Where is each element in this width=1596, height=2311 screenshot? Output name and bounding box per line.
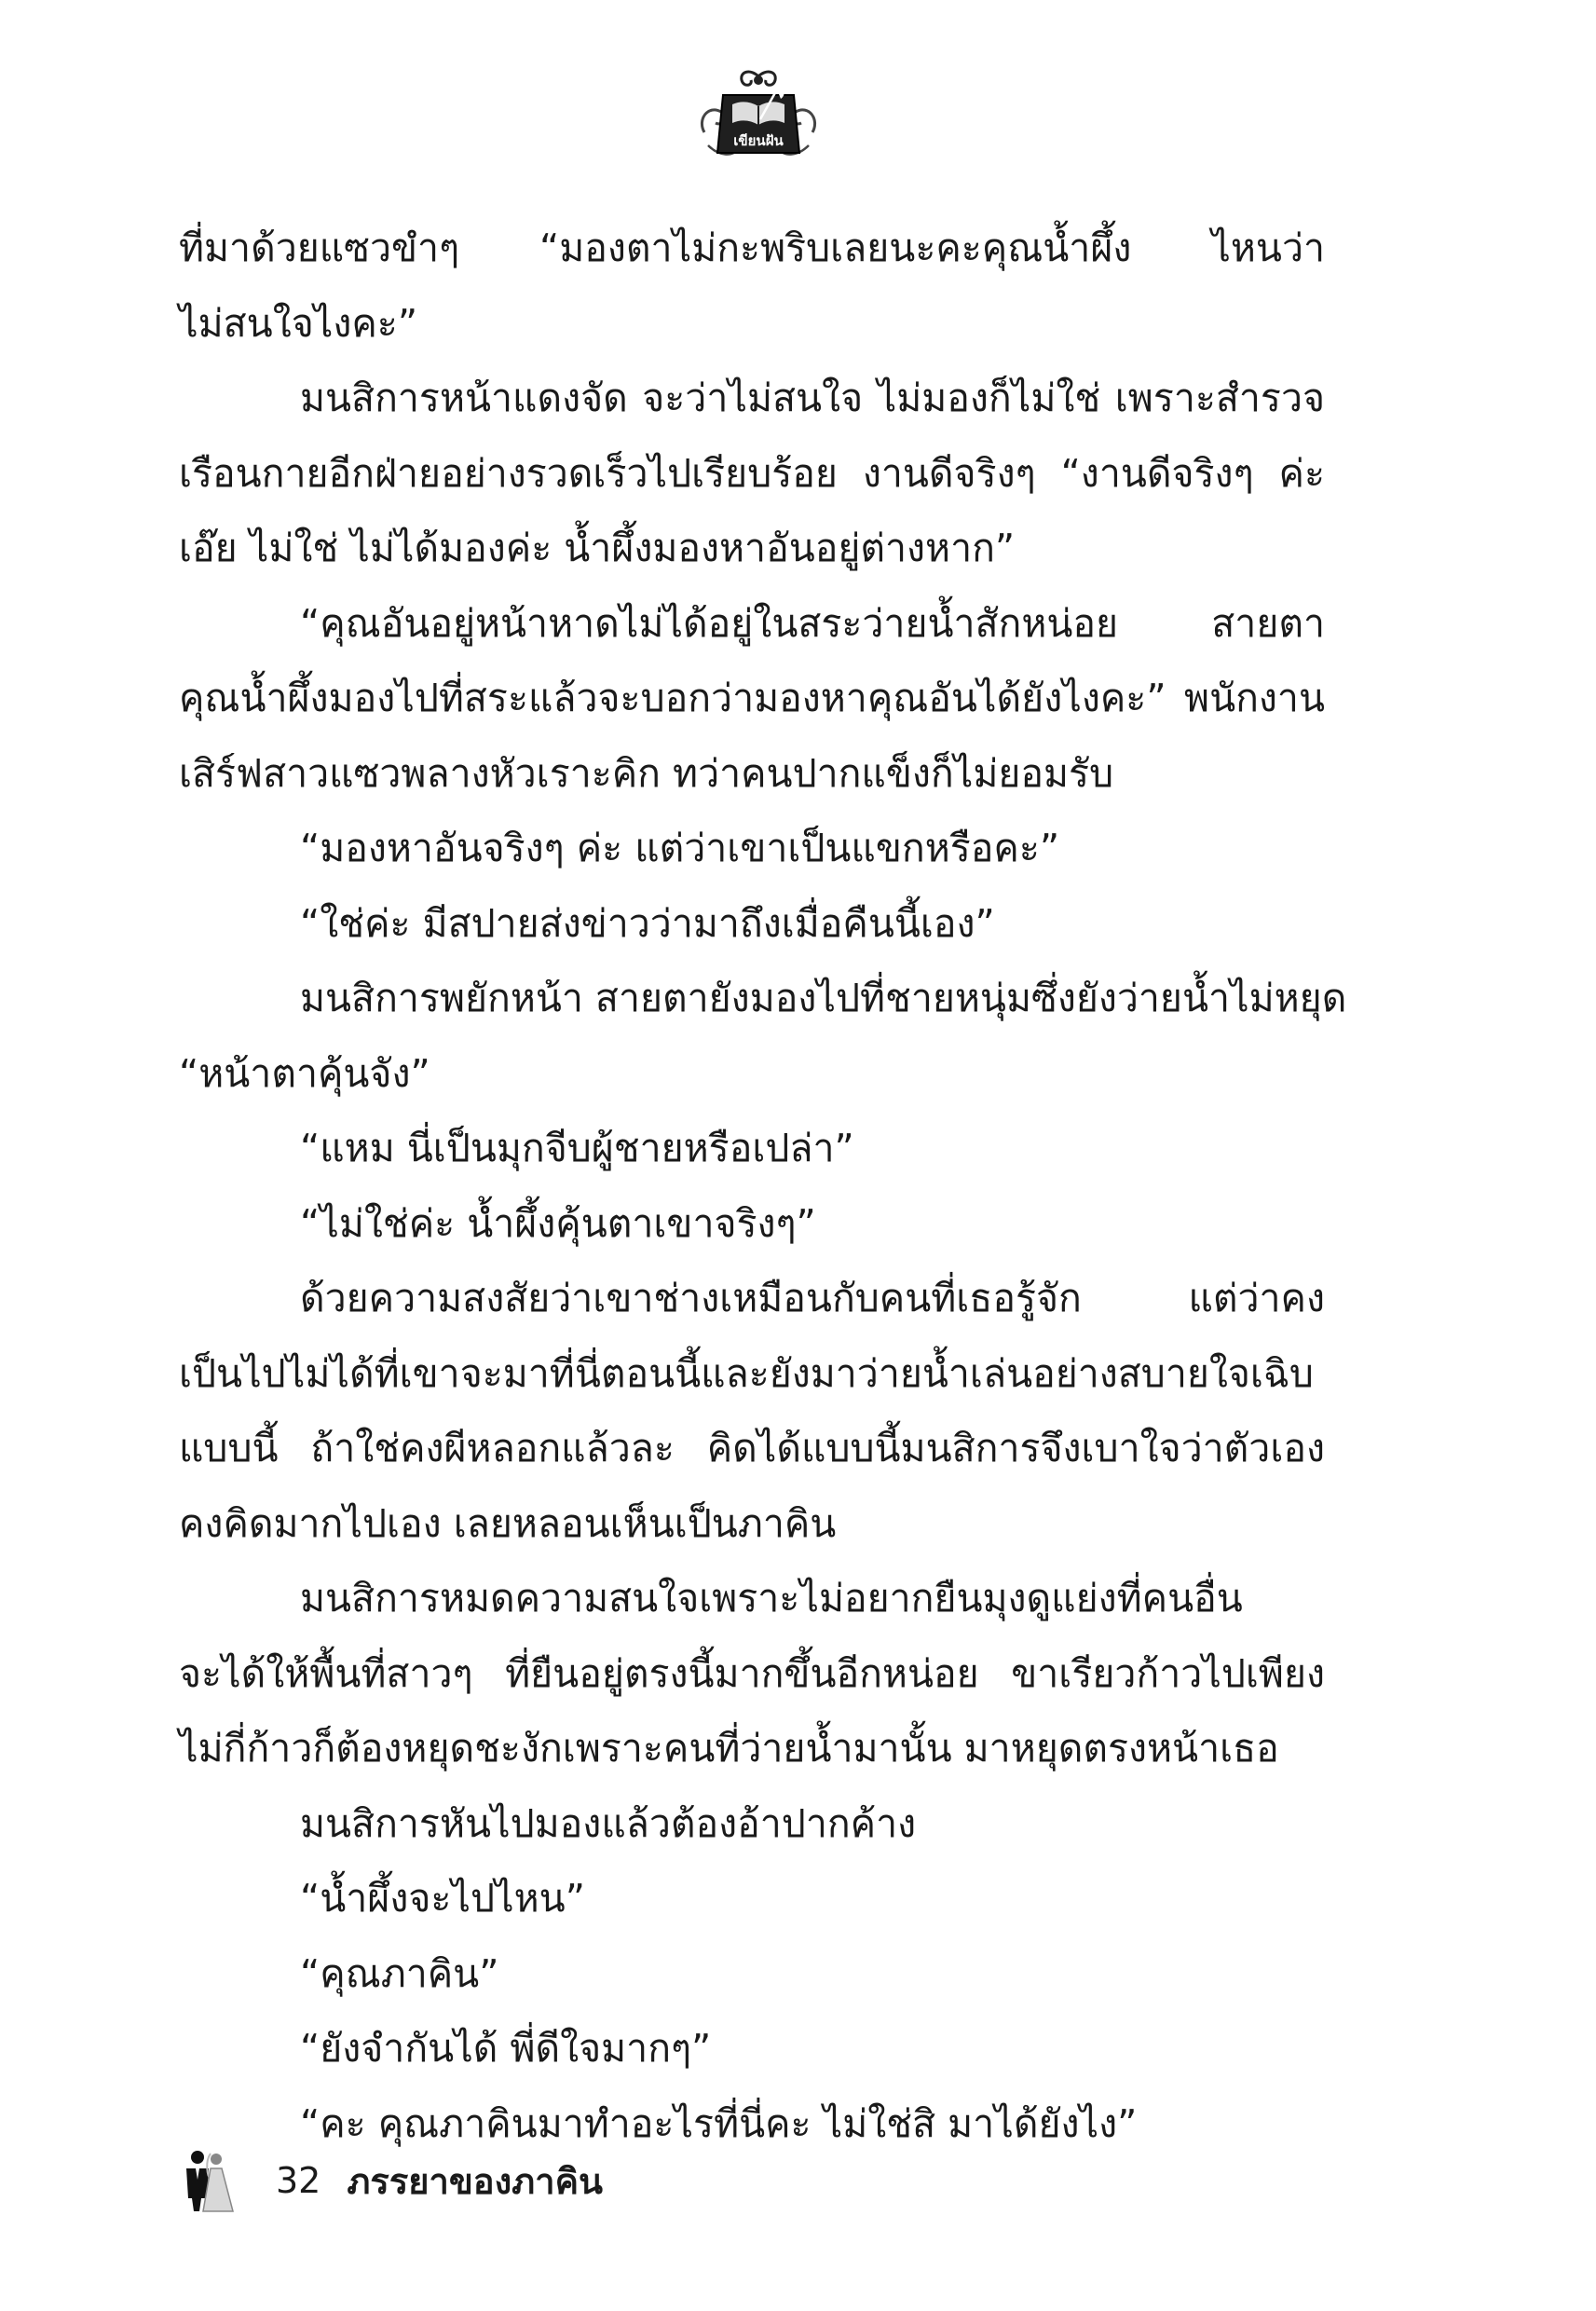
paragraph-line: คุณน้ำผึ้งมองไปที่สระแล้วจะบอกว่ามองหาคุณอันได้ยังไงคะ” พนักงาน bbox=[179, 676, 1325, 720]
bride-groom-icon bbox=[179, 2148, 235, 2213]
paragraph-line: เป็นไปไม่ได้ที่เขาจะมาที่นี่ตอนนี้และยังมาว่ายน้ำเล่นอย่างสบายใจเฉิบ bbox=[179, 1350, 1314, 1396]
paragraph-line: เอ๊ย ไม่ใช่ ไม่ได้มองค่ะ น้ำผึ้งมองหาอันอยู่ต่างหาก” bbox=[179, 526, 1016, 570]
paragraph-line: มนสิการหันไปมองแล้วต้องอ้าปากค้าง bbox=[300, 1800, 917, 1846]
paragraph-line: มนสิการหน้าแดงจัด จะว่าไม่สนใจ ไม่มองก็ไม่ใช่ เพราะสำรวจ bbox=[300, 376, 1325, 420]
header-logo-icon bbox=[695, 67, 822, 170]
paragraph-line: “แหม นี่เป็นมุกจีบผู้ชายหรือเปล่า” bbox=[300, 1126, 854, 1170]
paragraph-line: “น้ำผึ้งจะไปไหน” bbox=[300, 1876, 585, 1921]
paragraph-line: ด้วยความสงสัยว่าเขาช่างเหมือนกับคนที่เธอรู้จัก แต่ว่าคง bbox=[300, 1276, 1325, 1320]
paragraph-line: มนสิการพยักหน้า สายตายังมองไปที่ชายหนุ่มซึ่งยังว่ายน้ำไม่หยุด bbox=[300, 976, 1347, 1020]
book-title: ภรรยาของภาคิน bbox=[347, 2160, 603, 2202]
paragraph-line: มนสิการหมดความสนใจเพราะไม่อยากยืนมุงดูแย่งที่คนอื่น bbox=[300, 1576, 1243, 1620]
paragraph-line: “ยังจำกันได้ พี่ดีใจมากๆ” bbox=[300, 2026, 712, 2071]
page-number: 32 bbox=[276, 2160, 321, 2201]
paragraph-line: คงคิดมากไปเอง เลยหลอนเห็นเป็นภาคิน bbox=[179, 1500, 837, 1546]
paragraph-line: ไม่สนใจไงคะ” bbox=[179, 300, 418, 346]
paragraph-line: ที่มาด้วยแซวขำๆ “มองตาไม่กะพริบเลยนะคะคุณน้ำผึ้ง ไหนว่า bbox=[179, 226, 1325, 270]
paragraph-line: จะได้ให้พื้นที่สาวๆ ที่ยืนอยู่ตรงนี้มากขึ้นอีกหน่อย ขาเรียวก้าวไปเพียง bbox=[179, 1650, 1325, 1696]
paragraph-line: เรือนกายอีกฝ่ายอย่างรวดเร็วไปเรียบร้อย งานดีจริงๆ “งานดีจริงๆ ค่ะ bbox=[179, 450, 1325, 496]
paragraph-line: “ใช่ค่ะ มีสปายส่งข่าวว่ามาถึงเมื่อคืนนี้เอง” bbox=[300, 900, 995, 946]
paragraph-line: “คุณภาคิน” bbox=[300, 1950, 499, 1996]
body-text bbox=[179, 211, 1347, 2161]
paragraph-line: เสิร์ฟสาวแซวพลางหัวเราะคิก ทว่าคนปากแข็งก็ไม่ยอมรับ bbox=[179, 750, 1114, 796]
paragraph-line: “คะ คุณภาคินมาทำอะไรที่นี่คะ ไม่ใช่สิ มาได้ยังไง” bbox=[300, 2100, 1138, 2146]
paragraph-line: ไม่กี่ก้าวก็ต้องหยุดชะงักเพราะคนที่ว่ายน้ำมานั้น มาหยุดตรงหน้าเธอ bbox=[179, 1726, 1279, 1771]
paragraph-line: แบบนี้ ถ้าใช่คงผีหลอกแล้วละ คิดได้แบบนี้มนสิการจึงเบาใจว่าตัวเอง bbox=[179, 1426, 1325, 1470]
paragraph-line: “คุณอันอยู่หน้าหาดไม่ได้อยู่ในสระว่ายน้ำสักหน่อย สายตา bbox=[300, 600, 1325, 646]
paragraph-line: “ไม่ใช่ค่ะ น้ำผึ้งคุ้นตาเขาจริงๆ” bbox=[300, 1200, 816, 1246]
logo-text: เขียนฝัน bbox=[733, 132, 784, 149]
paragraph-line: “มองหาอันจริงๆ ค่ะ แต่ว่าเขาเป็นแขกหรือคะ” bbox=[300, 826, 1060, 870]
paragraph-line: “หน้าตาคุ้นจัง” bbox=[179, 1050, 430, 1096]
page-footer bbox=[179, 2148, 603, 2213]
